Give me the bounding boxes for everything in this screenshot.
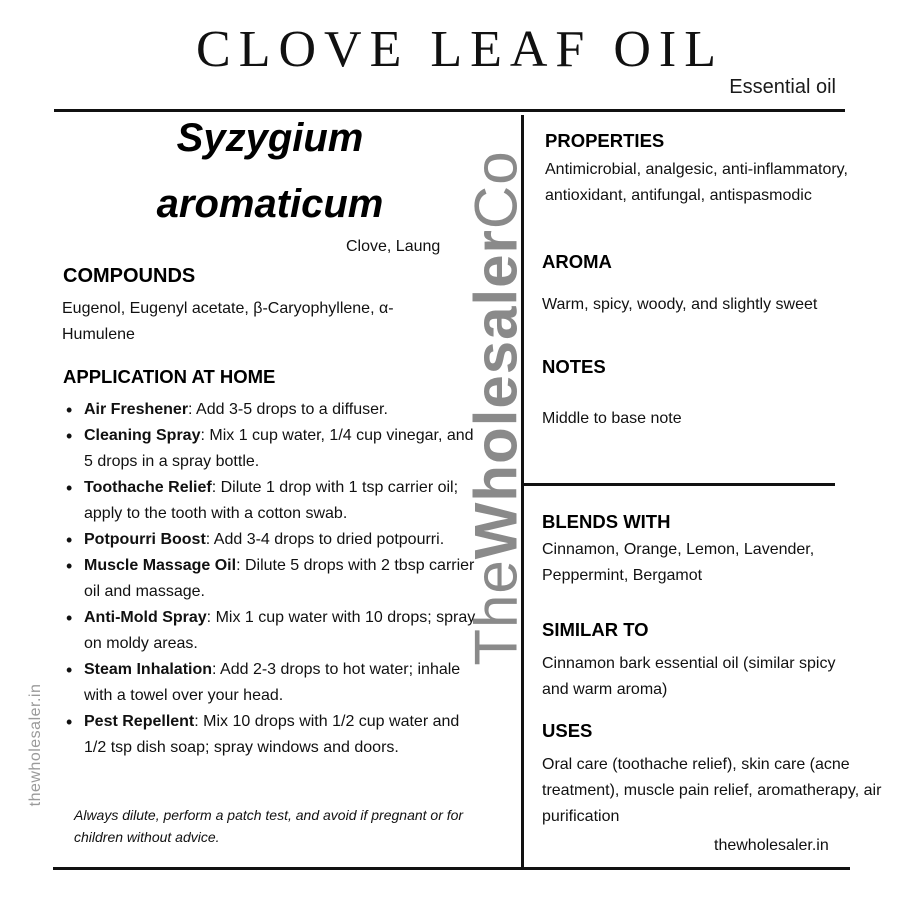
application-item [64,605,476,657]
side-url: thewholesaler.in [27,683,44,807]
watermark-co: Co [462,150,530,230]
scientific-name-line1: Syzygium [176,116,364,160]
application-item-text: : Mix 1 cup water, 1/4 cup vinegar, and 5 drops in a spray bottle. [84,427,474,470]
notes-text: Middle to base note [542,410,682,427]
bottom-divider [53,867,850,870]
application-item-text: : Mix 1 cup water with 10 drops; spray on moldy areas. [84,609,476,652]
aroma-text: Warm, spicy, woody, and slightly sweet [542,296,818,313]
properties-heading: PROPERTIES [545,130,665,151]
blends-with-heading: BLENDS WITH [542,511,671,532]
properties-text: Antimicrobial, analgesic, anti-inflammatory, antioxidant, antifungal, antispasmodic [545,161,848,204]
application-item-label: Pest Repellent [84,713,195,730]
top-divider [54,109,845,112]
aroma-heading: AROMA [542,251,612,272]
watermark-wholesaler: Wholesaler [462,229,530,560]
application-item-label: Air Freshener [84,401,189,418]
application-item [64,423,476,475]
application-item-text: : Dilute 5 drops with 2 tbsp carrier oil and massage. [84,557,475,600]
uses-heading: USES [542,720,593,741]
application-item-label: Muscle Massage Oil [84,557,237,574]
watermark-the: The [462,559,530,666]
application-item [64,657,476,709]
application-item [64,527,476,553]
compounds-line1: Eugenol, Eugenyl acetate, β-Caryophyllene, α- [62,300,394,317]
notes-heading: NOTES [542,356,606,377]
right-mid-divider [522,483,835,486]
application-item-label: Steam Inhalation [84,661,213,678]
disclaimer: Always dilute, perform a patch test, and avoid if pregnant or for children without advice. [74,807,464,845]
application-item-text: : Dilute 1 drop with 1 tsp carrier oil; apply to the tooth with a cotton swab. [84,479,459,522]
page-subtitle: Essential oil [729,76,836,98]
application-item-label: Toothache Relief [84,479,212,496]
application-item [64,475,476,527]
compounds-heading: COMPOUNDS [63,265,196,287]
similar-to-text: Cinnamon bark essential oil (similar spicy and warm aroma) [542,655,836,698]
compounds-text [62,296,482,348]
application-item-label: Anti-Mold Spray [84,609,207,626]
application-item [64,709,476,761]
similar-to-heading: SIMILAR TO [542,619,649,640]
application-list [64,397,476,761]
application-item-text: : Add 2-3 drops to hot water; inhale with a towel over your head. [84,661,461,704]
blends-with-text: Cinnamon, Orange, Lemon, Lavender, Peppermint, Bergamot [542,541,815,584]
footer-url: thewholesaler.in [714,837,829,854]
application-item-text: : Mix 10 drops with 1/2 cup water and 1/2 tsp dish soap; spray windows and doors. [84,713,460,756]
application-item [64,553,476,605]
common-names: Clove, Laung [346,238,441,255]
application-item-label: Cleaning Spray [84,427,201,444]
application-item-text: : Add 3-4 drops to dried potpourri. [205,531,445,548]
scientific-name-line2: aromaticum [156,182,384,226]
page-title: CLOVE LEAF OIL [196,21,724,78]
application-item-label: Potpourri Boost [84,531,206,548]
uses-text: Oral care (toothache relief), skin care (acne treatment), muscle pain relief, aromatherapy, air purification [542,756,882,825]
application-item [64,397,476,423]
application-item-text: : Add 3-5 drops to a diffuser. [188,401,388,418]
application-heading: APPLICATION AT HOME [63,366,276,387]
compounds-line2: Humulene [62,326,135,343]
